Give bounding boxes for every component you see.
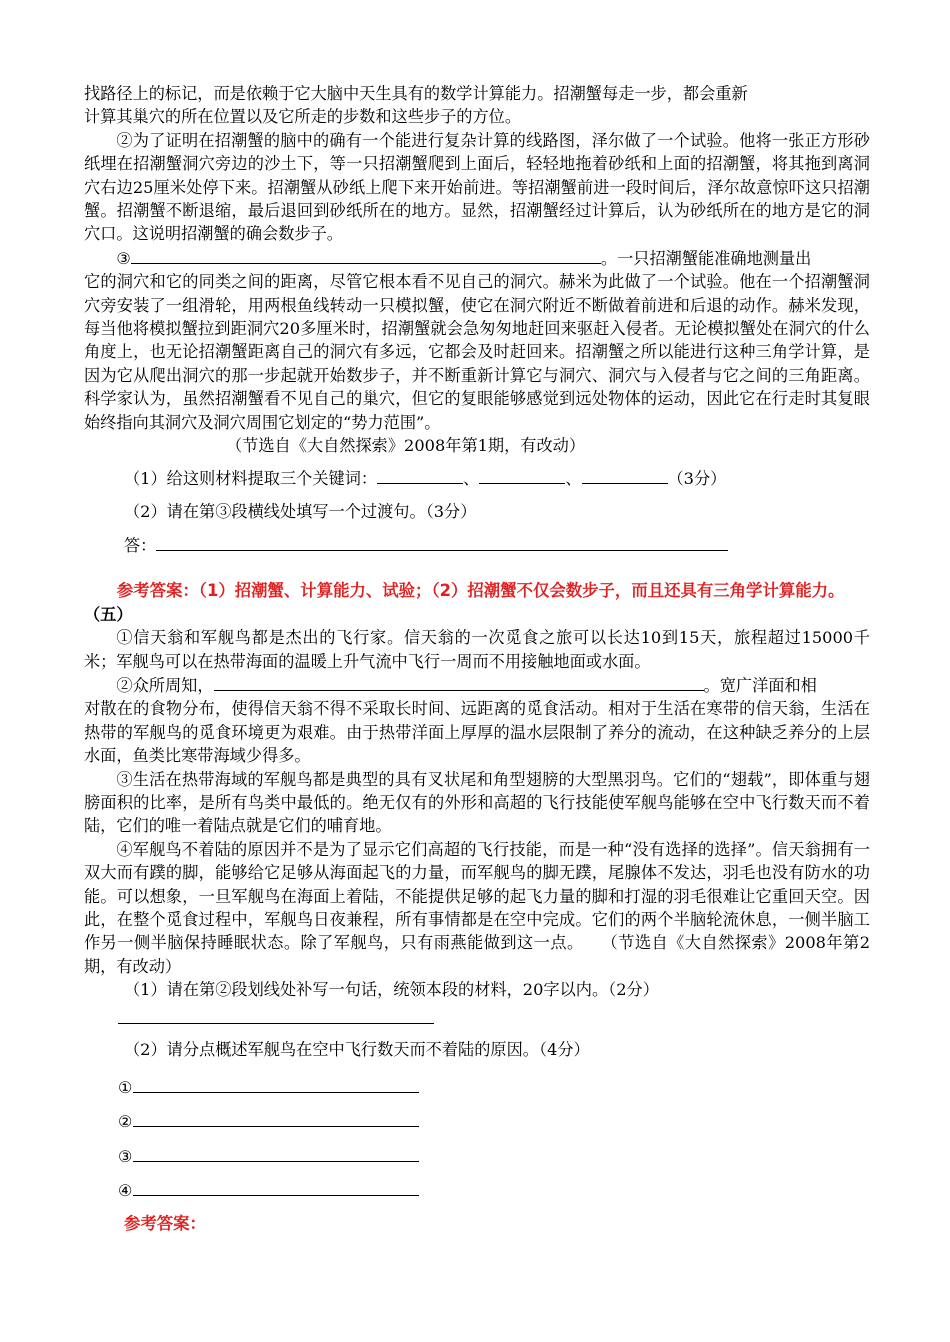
keyword-blank-3[interactable] — [582, 466, 668, 484]
reason-line-1 — [84, 1075, 870, 1099]
answer-blank[interactable] — [156, 533, 728, 551]
summary-sentence-blank[interactable] — [214, 673, 704, 691]
s5-para2-rest: 对散在的食物分布，使得信天翁不得不采取长时间、远距离的觅食活动。相对于生活在寒带的信天翁，生活在热带的军舰鸟的觅食环境更为艰难。由于热带洋面上厚厚的温水层限制了养分的流动，在这种缺乏养分的上层水面，鱼类比寒带海域少得多。 — [84, 699, 870, 766]
para2-prefix: ②众所周知， — [116, 675, 214, 695]
reason-marker-4: ④ — [118, 1181, 133, 1201]
s5-source: （节选自《大自然探索》2008年第2期，有改动） — [84, 933, 870, 976]
reason-blank-4[interactable] — [133, 1178, 419, 1196]
s4-reference-answer: 参考答案：（1）招潮蟹、计算能力、试验；（2）招潮蟹不仅会数步子，而且还具有三角学计算能力。 — [116, 580, 845, 600]
reason-line-3 — [84, 1144, 870, 1168]
para3-after-blank: 。一只招潮蟹能准确地测量出 — [600, 248, 812, 268]
s4-question-2: （2）请在第③段横线处填写一个过渡句。（3分） — [124, 501, 477, 521]
s5-reference-answer: 参考答案： — [124, 1213, 206, 1233]
reason-line-4 — [84, 1178, 870, 1202]
s4-para2: ②为了证明在招潮蟹的脑中的确有一个能进行复杂计算的线路图，泽尔做了一个试验。他将一张正方形砂纸埋在招潮蟹洞穴旁边的沙土下，等一只招潮蟹爬到上面后，轻轻地拖着砂纸和上面的招潮蟹，将其拖到离洞穴右边25厘米处停下来。招潮蟹从砂纸上爬下来开始前进。等招潮蟹前进一段时间后，泽尔故意惊吓这只招潮蟹。招潮蟹不断退缩，最后退回到砂纸所在的地方。显然，招潮蟹经过计算后，认为砂纸所在的地方是它的洞穴口。这说明招潮蟹的确会数步子。 — [84, 130, 870, 244]
reason-line-2 — [84, 1109, 870, 1133]
s5-para1: ①信天翁和军舰鸟都是杰出的飞行家。信天翁的一次觅食之旅可以长达10到15天，旅程超过15000千米；军舰鸟可以在热带海面的温暖上升气流中飞行一周而不用接触地面或水面。 — [84, 628, 870, 671]
q1-score: （3分） — [667, 468, 727, 488]
s5-question-1: （1）请在第②段划线处补写一句话，统领本段的材料，20字以内。（2分） — [124, 980, 659, 1000]
s5-para2-first-line — [84, 673, 870, 697]
s5-para3: ③生活在热带海域的军舰鸟都是典型的具有叉状尾和角型翅膀的大型黑羽鸟。它们的“翅载”，即体重与翅膀面积的比率，是所有鸟类中最低的。绝无仅有的外形和高超的飞行技能使军舰鸟能够在空中飞行数天而不着陆，它们的唯一着陆点就是它们的哺育地。 — [84, 769, 870, 836]
reason-blank-3[interactable] — [133, 1144, 419, 1162]
reason-marker-1: ① — [118, 1078, 133, 1098]
q1-sep-1: 、 — [463, 468, 480, 488]
s5-para4 — [84, 838, 870, 978]
keyword-blank-1[interactable] — [377, 466, 463, 484]
keyword-blank-2[interactable] — [479, 466, 565, 484]
s4-para3-rest: 它的洞穴和它的同类之间的距离，尽管它根本看不见自己的洞穴。赫米为此做了一个试验。他在一个招潮蟹洞穴旁安装了一组滑轮，用两根鱼线转动一只模拟蟹，使它在洞穴附近不断做着前进和后退的动作。赫米发现，每当他将模拟蟹拉到距洞穴20多厘米时，招潮蟹就会急匆匆地赶回来驱赶入侵者。无论模拟蟹处在洞穴的什么角度上，也无论招潮蟹距离自己的洞穴有多远，它都会及时赶回来。招潮蟹之所以能进行这种三角学计算，是因为它从爬出洞穴的那一步起就开始数步子，并不断重新计算它与洞穴、洞穴与入侵者与它之间的三角距离。科学家认为，虽然招潮蟹看不见自己的巢穴，但它的复眼能够感觉到远处物体的运动，因此它在行走时其复眼始终指向其洞穴及洞穴周围它划定的“势力范围”。 — [84, 272, 870, 432]
para3-marker: ③ — [116, 248, 131, 268]
s4-question-1 — [84, 466, 870, 490]
s4-line2: 计算其巢穴的所在位置以及它所走的步数和这些步子的方位。 — [84, 107, 522, 127]
reason-marker-2: ② — [118, 1112, 133, 1132]
para2-after-blank: 。宽广洋面和相 — [703, 675, 817, 695]
reason-blank-2[interactable] — [133, 1109, 419, 1127]
s4-para3-first-line — [84, 246, 870, 270]
answer-label: 答： — [124, 536, 157, 556]
s5-heading: （五） — [84, 604, 133, 624]
s4-line1: 找路径上的标记，而是依赖于它大脑中天生具有的数学计算能力。招潮蟹每走一步，都会重新 — [84, 84, 748, 103]
s4-answer-line — [84, 533, 870, 557]
document-page — [84, 82, 870, 1236]
transition-sentence-blank[interactable] — [131, 246, 601, 264]
reason-marker-3: ③ — [118, 1146, 133, 1166]
q1-sep-2: 、 — [565, 468, 582, 488]
reason-blank-1[interactable] — [133, 1075, 419, 1093]
s4-source: （节选自《大自然探索》2008年第1期，有改动） — [226, 436, 586, 456]
s5-para4-text: ④军舰鸟不着陆的原因并不是为了显示它们高超的飞行技能，而是一种“没有选择的选择”。信天翁拥有一双大而有蹼的脚，能够给它足够从海面起飞的力量，而军舰鸟的脚无蹼，尾腺体不发达，羽毛也没有防水的功能。可以想象，一旦军舰鸟在海面上着陆，不能提供足够的起飞力量的脚和打湿的羽毛很难让它重回天空。因此，在整个觅食过程中，军舰鸟日夜兼程，所有事情都是在空中完成。它们的两个半脑轮流休息，一侧半脑工作另一侧半脑保持睡眠状态。除了军舰鸟，只有雨燕能做到这一点。 — [84, 839, 870, 953]
s5-question-2: （2）请分点概述军舰鸟在空中飞行数天而不着陆的原因。（4分） — [124, 1039, 590, 1059]
q1-text: （1）给这则材料提取三个关键词： — [124, 468, 378, 488]
